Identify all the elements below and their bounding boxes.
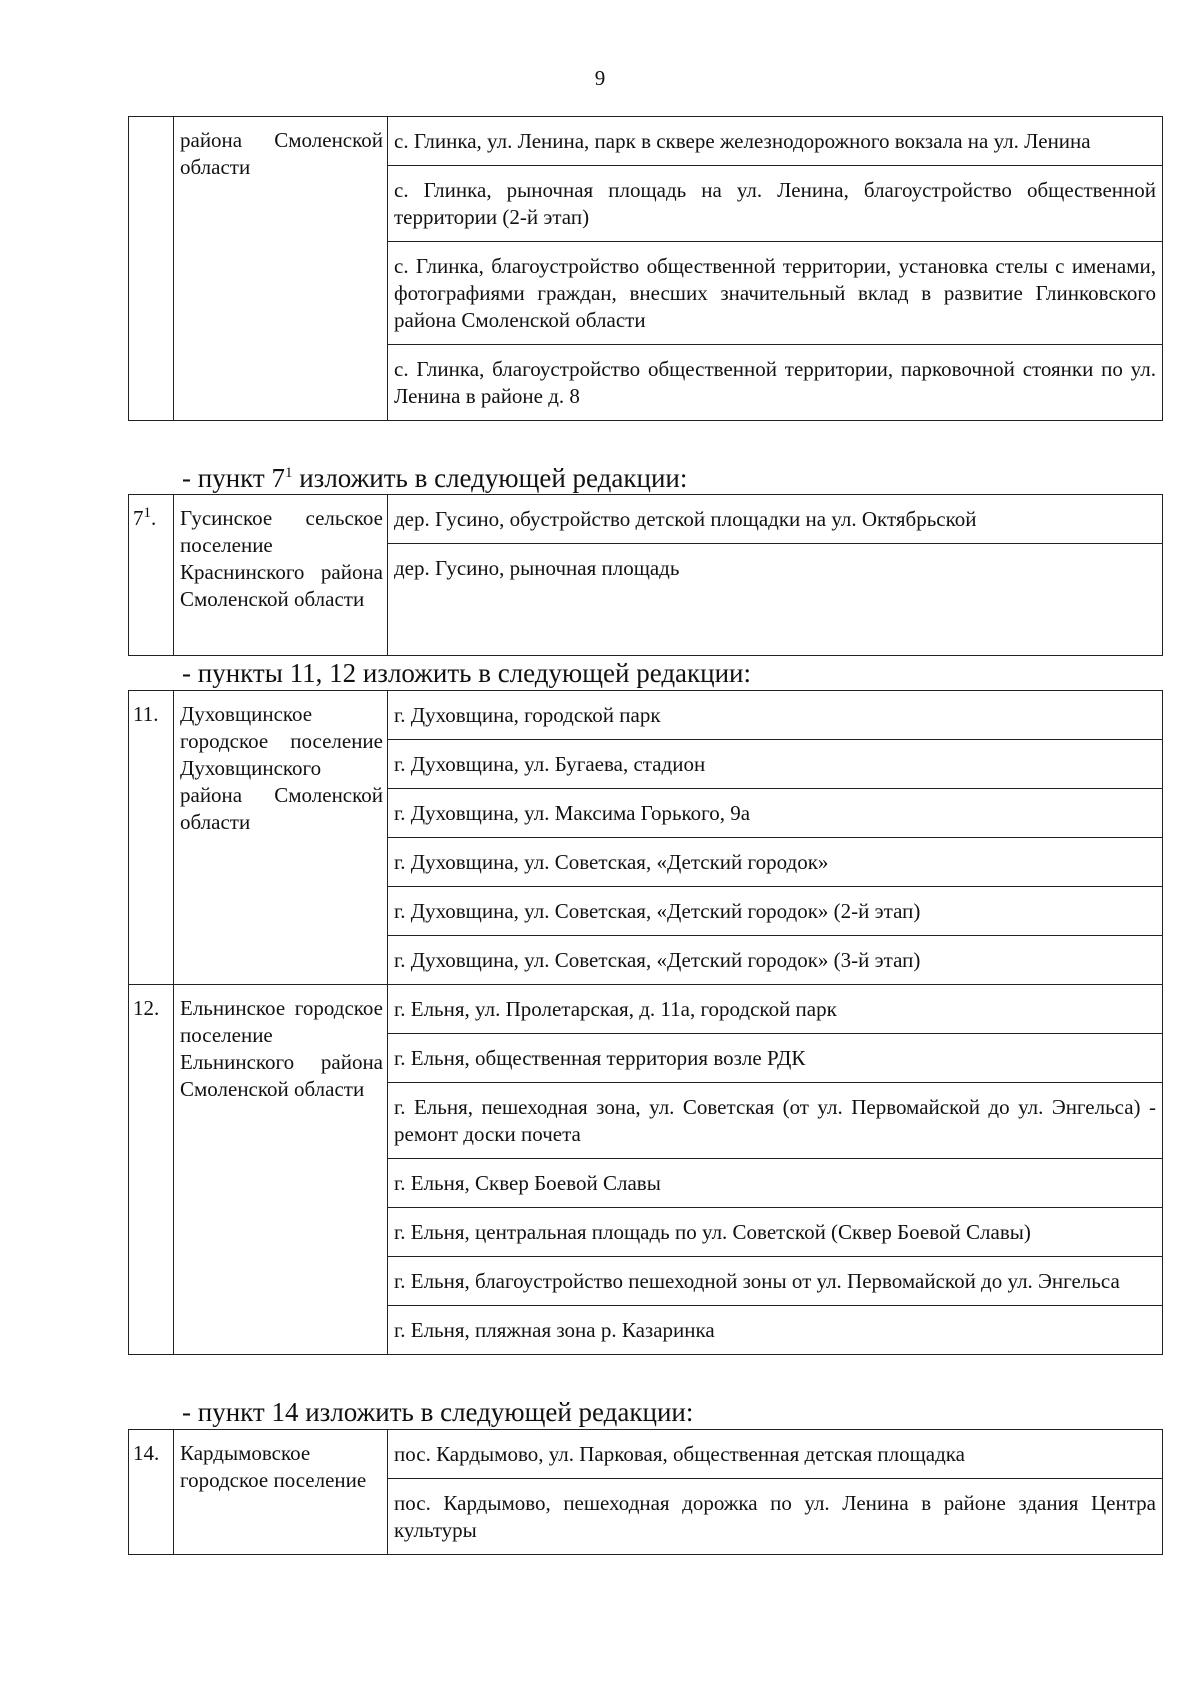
territory-item: г. Ельня, пляжная зона р. Казаринка [388,1306,1163,1355]
territory-item: г. Духовщина, ул. Советская, «Детский городок» (3-й этап) [388,936,1163,985]
table-item-14 [128,1429,1163,1555]
table-row [129,691,1163,740]
territory-item: дер. Гусино, рыночная площадь [388,544,1163,656]
page-number: 9 [594,66,606,90]
territory-item: г. Ельня, ул. Пролетарская, д. 11а, городской парк [388,985,1163,1034]
settlement-name: Гусинское сельское поселение Краснинского района Смоленской области [174,495,388,656]
territory-item: пос. Кардымово, ул. Парковая, общественная детская площадка [388,1430,1163,1479]
territory-item: с. Глинка, рыночная площадь на ул. Ленина, благоустройство общественной территории (2-й этап) [388,166,1163,242]
territory-item: г. Духовщина, ул. Бугаева, стадион [388,740,1163,789]
territory-item: г. Духовщина, городской парк [388,691,1163,740]
table-item-7-1 [128,494,1163,656]
settlement-name: Кардымовское городское поселение [174,1430,388,1555]
amendment-instruction: - пункт $7^1$ изложить в следующей редакции: [182,463,688,493]
table-row [129,117,1163,166]
territory-item: г. Духовщина, ул. Советская, «Детский городок» [388,838,1163,887]
territory-item: г. Духовщина, ул. Советская, «Детский городок» (2-й этап) [388,887,1163,936]
row-number: 12. [129,985,174,1355]
row-number: 14. [129,1430,174,1555]
table-row [129,985,1163,1034]
territory-item: г. Ельня, благоустройство пешеходной зоны от ул. Первомайской до ул. Энгельса [388,1257,1163,1306]
territory-item: г. Ельня, Сквер Боевой Славы [388,1159,1163,1208]
territory-item: с. Глинка, ул. Ленина, парк в сквере железнодорожного вокзала на ул. Ленина [388,117,1163,166]
territory-item: дер. Гусино, обустройство детской площадки на ул. Октябрьской [388,495,1163,544]
territory-item: г. Духовщина, ул. Максима Горького, 9а [388,789,1163,838]
row-number: 11. [129,691,174,985]
settlement-name: района Смоленской области [174,117,388,421]
territory-item: пос. Кардымово, пешеходная дорожка по ул. Ленина в районе здания Центра культуры [388,1479,1163,1555]
territory-item: г. Ельня, центральная площадь по ул. Советской (Сквер Боевой Славы) [388,1208,1163,1257]
row-number-cell [129,117,174,421]
territory-item: с. Глинка, благоустройство общественной территории, установка стелы с именами, фотографиями граждан, внесших значительный вклад в развитие Глинковского района Смоленской области [388,242,1163,345]
settlement-name: Ельнинское городское поселение Ельнинского района Смоленской области [174,985,388,1355]
territory-item: с. Глинка, благоустройство общественной территории, парковочной стоянки по ул. Ленина в районе д. 8 [388,345,1163,421]
table-items-11-12 [128,690,1163,1355]
table-row [129,1430,1163,1479]
amendment-instruction: - пункты 11, 12 изложить в следующей редакции: [182,658,752,688]
territory-item: г. Ельня, пешеходная зона, ул. Советская (от ул. Первомайской до ул. Энгельса) - ремонт доски почета [388,1083,1163,1159]
settlement-name: Духовщинское городское поселение Духовщинского района Смоленской области [174,691,388,985]
table-row [129,495,1163,544]
territory-item: г. Ельня, общественная территория возле РДК [388,1034,1163,1083]
row-number: $7^1$. [129,495,174,656]
table-continuation [128,116,1163,421]
amendment-instruction: - пункт 14 изложить в следующей редакции: [182,1397,694,1427]
